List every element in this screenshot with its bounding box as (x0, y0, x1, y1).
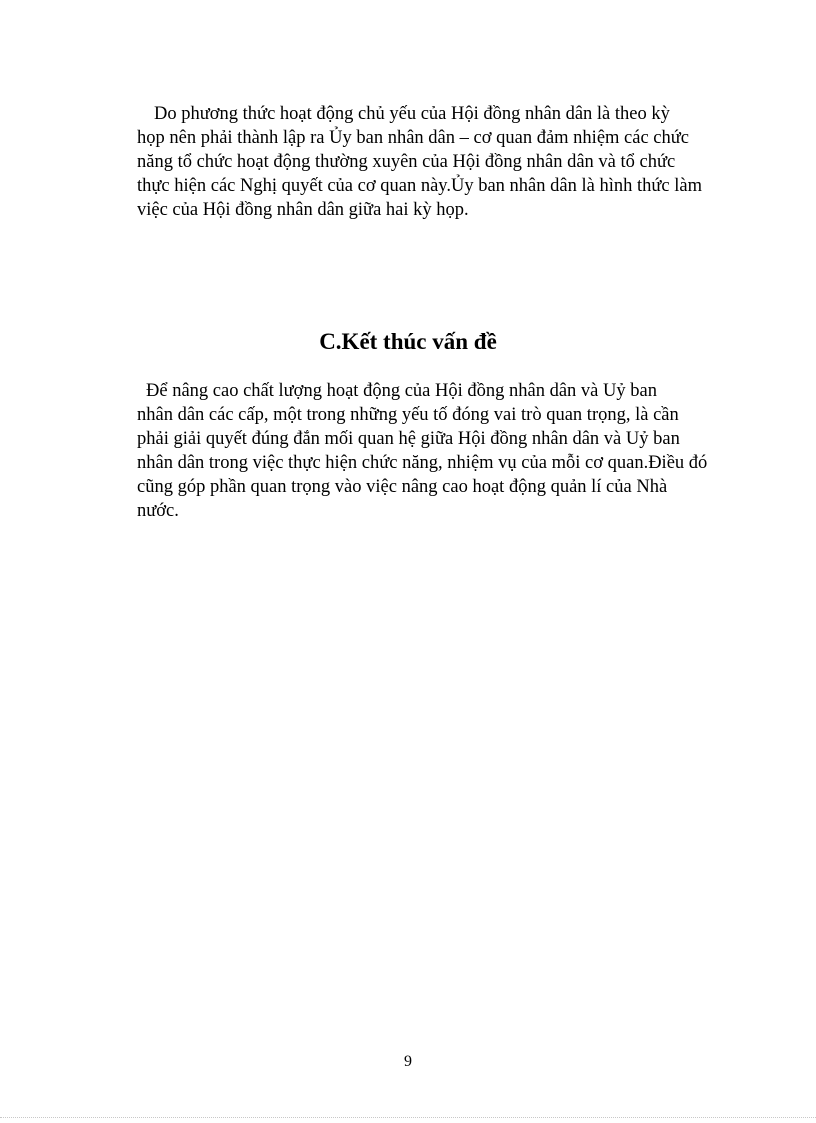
paragraph-line: năng tổ chức hoạt động thường xuyên của Hội đồng nhân dân và tổ chức (137, 152, 676, 172)
paragraph-line: cũng góp phần quan trọng vào việc nâng cao hoạt động quản lí của Nhà (137, 477, 668, 497)
page-bottom-edge (0, 1117, 816, 1118)
page-number: 9 (404, 1053, 412, 1070)
paragraph-line: họp nên phải thành lập ra Ủy ban nhân dân – cơ quan đảm nhiệm các chức (137, 128, 690, 148)
paragraph-line: phải giải quyết đúng đắn mối quan hệ giữa Hội đồng nhân dân và Uỷ ban (137, 429, 680, 449)
paragraph-line: nước. (137, 501, 179, 521)
paragraph-line: nhân dân trong việc thực hiện chức năng, nhiệm vụ của mỗi cơ quan.Điều đó (137, 453, 708, 473)
paragraph-line: việc của Hội đồng nhân dân giữa hai kỳ họp. (137, 200, 469, 220)
paragraph-line: nhân dân các cấp, một trong những yếu tố đóng vai trò quan trọng, là cần (137, 405, 679, 425)
paragraph-line: Để nâng cao chất lượng hoạt động của Hội đồng nhân dân và Uỷ ban (146, 381, 657, 401)
paragraph-line: thực hiện các Nghị quyết của cơ quan này.Ủy ban nhân dân là hình thức làm (137, 176, 702, 196)
section-heading: C.Kết thúc vấn đề (319, 329, 497, 354)
paragraph-line: Do phương thức hoạt động chủ yếu của Hội đồng nhân dân là theo kỳ (154, 104, 670, 124)
